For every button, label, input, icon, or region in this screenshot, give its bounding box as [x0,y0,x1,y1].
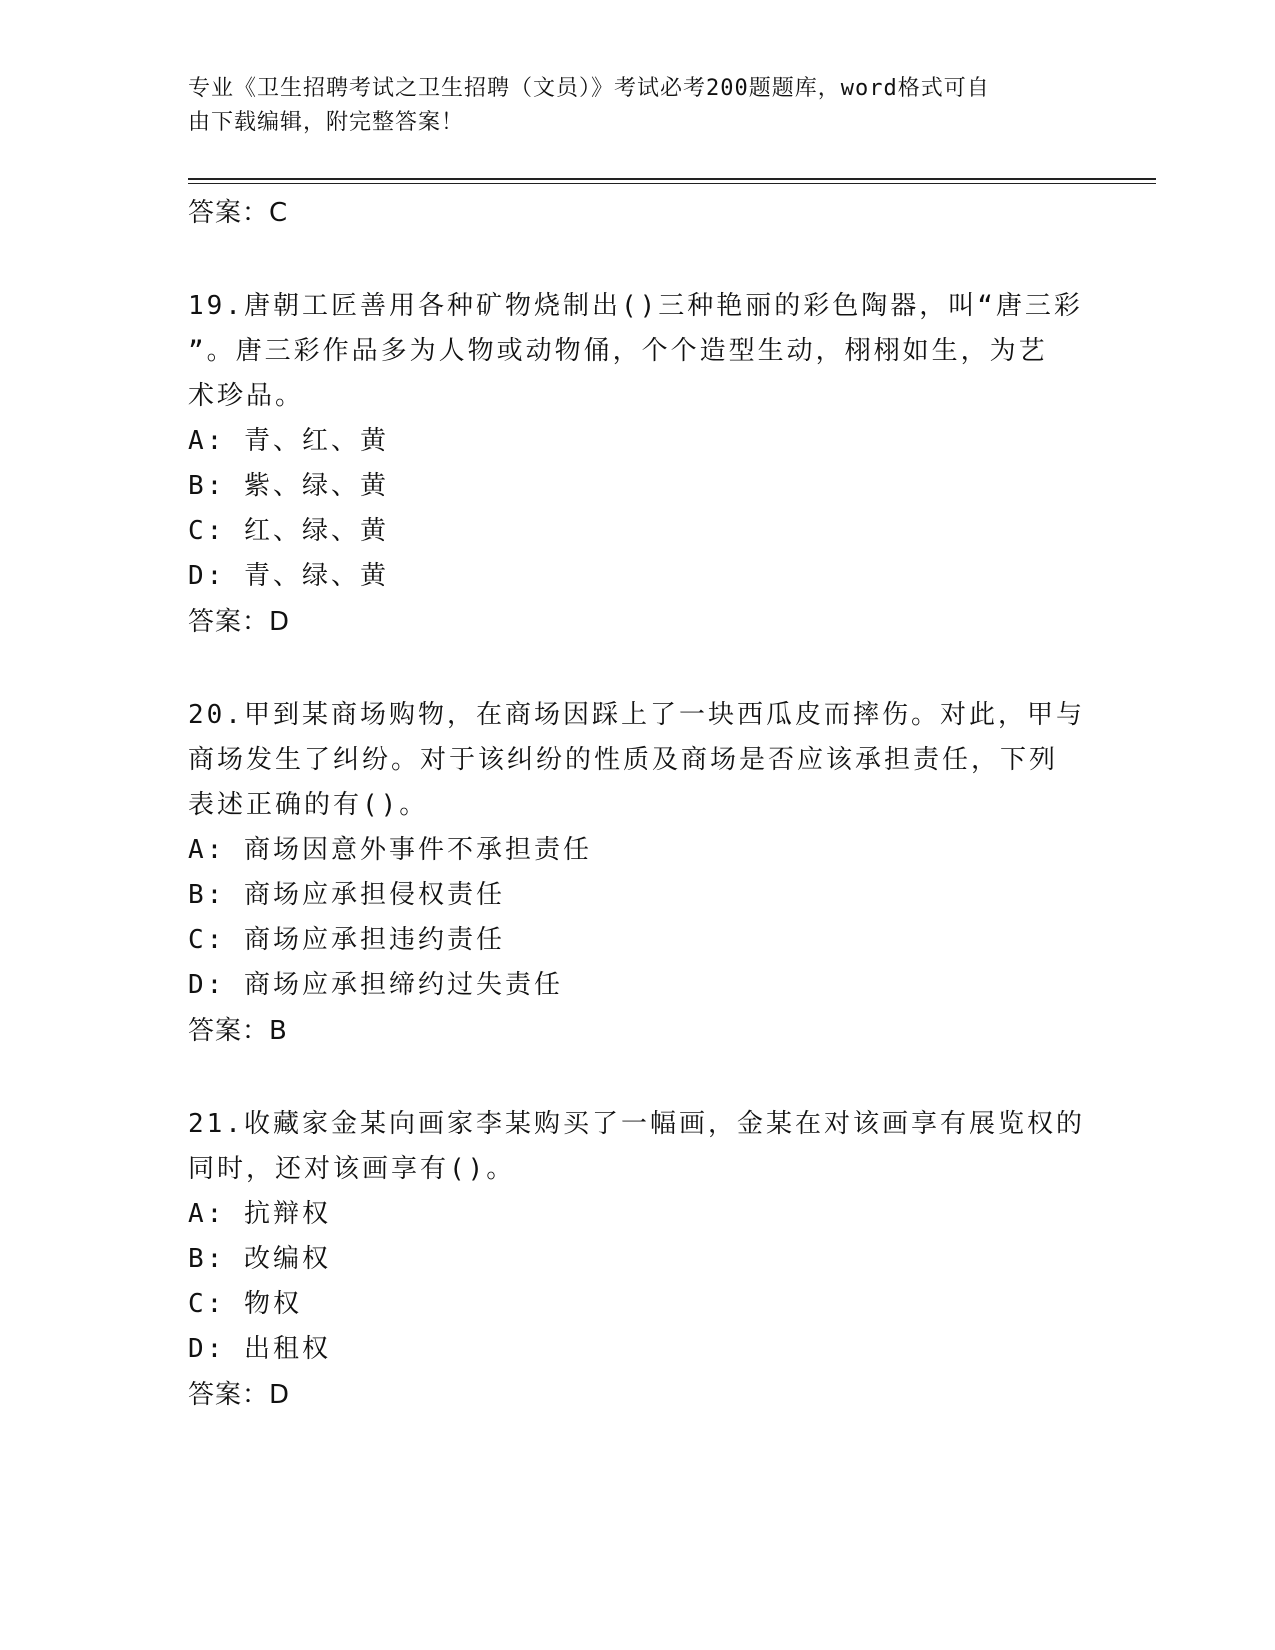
option-c: C: 商场应承担违约责任 [188,925,505,955]
option-d: D: 青、绿、黄 [188,561,389,591]
option-d: D: 出租权 [188,1334,331,1364]
question-stem-line: 商场发生了纠纷。对于该纠纷的性质及商场是否应该承担责任，下列 [188,745,1059,775]
previous-answer: 答案：C [188,198,289,228]
answer-line: 答案：D [188,607,291,637]
question-21 [188,1102,1088,1418]
option-a: A: 商场因意外事件不承担责任 [188,835,592,865]
question-stem-line: 表述正确的有()。 [188,790,429,820]
question-stem-line: ”。唐三彩作品多为人物或动物俑，个个造型生动，栩栩如生，为艺 [188,336,1048,366]
option-b: B: 商场应承担侵权责任 [188,880,505,910]
header-divider-thick [188,178,1156,180]
answer-line: 答案：B [188,1016,288,1046]
spacer [188,236,1088,284]
question-20 [188,693,1088,1054]
question-stem-line: 20.甲到某商场购物，在商场因踩上了一块西瓜皮而摔伤。对此，甲与 [188,700,1085,730]
question-stem [188,284,1088,419]
question-list [188,190,1088,1418]
option-d: D: 商场应承担缔约过失责任 [188,970,563,1000]
option-a: A: 青、红、黄 [188,426,389,456]
option-b: B: 改编权 [188,1244,331,1274]
option-a: A: 抗辩权 [188,1199,331,1229]
question-stem-line: 19.唐朝工匠善用各种矿物烧制出()三种艳丽的彩色陶器，叫“唐三彩 [188,291,1083,321]
question-stem [188,693,1088,828]
question-stem [188,1102,1088,1192]
question-stem-line: 同时，还对该画享有()。 [188,1154,516,1184]
question-stem-line: 术珍品。 [188,381,305,411]
option-b: B: 紫、绿、黄 [188,471,389,501]
question-stem-line: 21.收藏家金某向画家李某购买了一幅画，金某在对该画享有展览权的 [188,1109,1085,1139]
option-c: C: 物权 [188,1289,302,1319]
document-header [188,72,1078,140]
header-divider-thin [188,183,1156,184]
header-line-2: 由下载编辑，附完整答案！ [188,110,465,135]
spacer [188,1054,1088,1102]
question-19 [188,284,1088,645]
option-c: C: 红、绿、黄 [188,516,389,546]
spacer [188,645,1088,693]
answer-line: 答案：D [188,1380,291,1410]
header-line-1: 专业《卫生招聘考试之卫生招聘（文员）》考试必考200题题库，word格式可自 [188,76,990,101]
